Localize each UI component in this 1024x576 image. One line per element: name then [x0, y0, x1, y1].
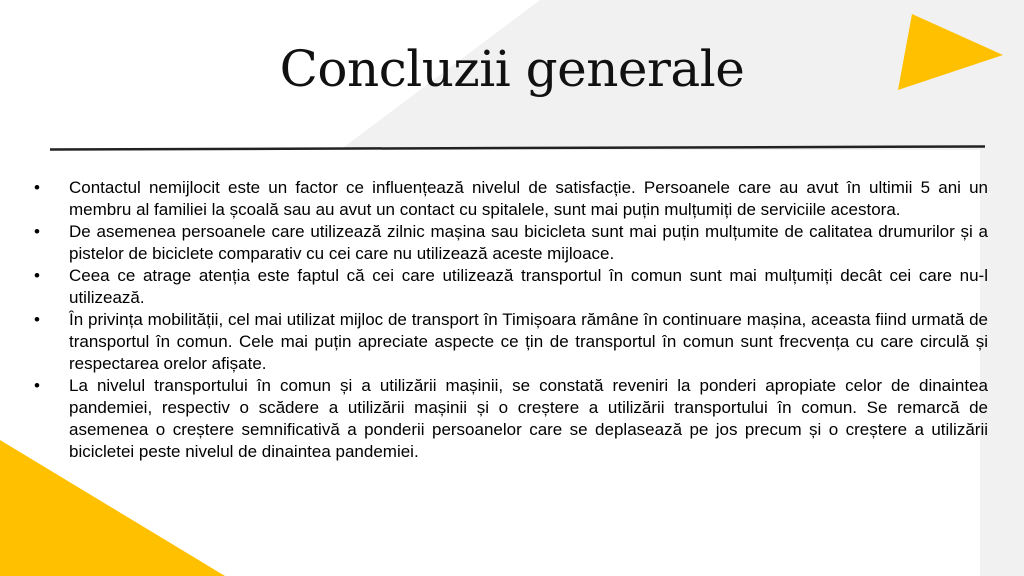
bullet-dot: • [34, 222, 40, 241]
slide-title: Concluzii generale [279, 40, 745, 98]
bullet-item [34, 375, 988, 463]
bullet-item [34, 265, 988, 309]
bullet-dot: • [34, 310, 40, 329]
bullet-list [34, 177, 988, 463]
bullet-text: Contactul nemijlocit este un factor ce influențează nivelul de satisfacție. Persoanele care au avut în ultimii 5 ani un membru al familiei la școală sau au avut un contact cu spitalele, sunt mai puțin mulțumiți de serviciile acestora. [69, 178, 988, 219]
bullet-dot: • [34, 266, 40, 285]
bullet-text: În privința mobilității, cel mai utilizat mijloc de transport în Timișoara rămâne în continuare mașina, aceasta fiind urmată de transportul în comun. Cele mai puțin apreciate aspecte ce țin de transportul în comun sunt frecvența cu care circulă și respectarea orelor afișate. [69, 310, 988, 373]
bullet-item [34, 221, 988, 265]
bullet-text: De asemenea persoanele care utilizează zilnic mașina sau bicicleta sunt mai puțin mulțumite de calitatea drumurilor și a pistelor de biciclete comparativ cu cei care nu utilizează aceste mijloace. [69, 222, 988, 263]
bullet-item [34, 177, 988, 221]
bullet-text: Ceea ce atrage atenția este faptul că cei care utilizează transportul în comun sunt mai mulțumiți decât cei care nu-l utilizează. [69, 266, 988, 307]
bullet-dot: • [34, 376, 40, 395]
bullet-text: La nivelul transportului în comun și a utilizării mașinii, se constată reveniri la ponderi apropiate celor de dinaintea pandemiei, respectiv o scădere a utilizării mașinii și o creștere a utilizării transportului în comun. Se remarcă de asemenea o creștere semnificativă a ponderii persoanelor care se deplasează pe jos precum și o creștere a utilizării bicicletei peste nivelul de dinaintea pandemiei. [69, 376, 988, 461]
bullet-dot: • [34, 178, 40, 197]
bullet-item [34, 309, 988, 375]
